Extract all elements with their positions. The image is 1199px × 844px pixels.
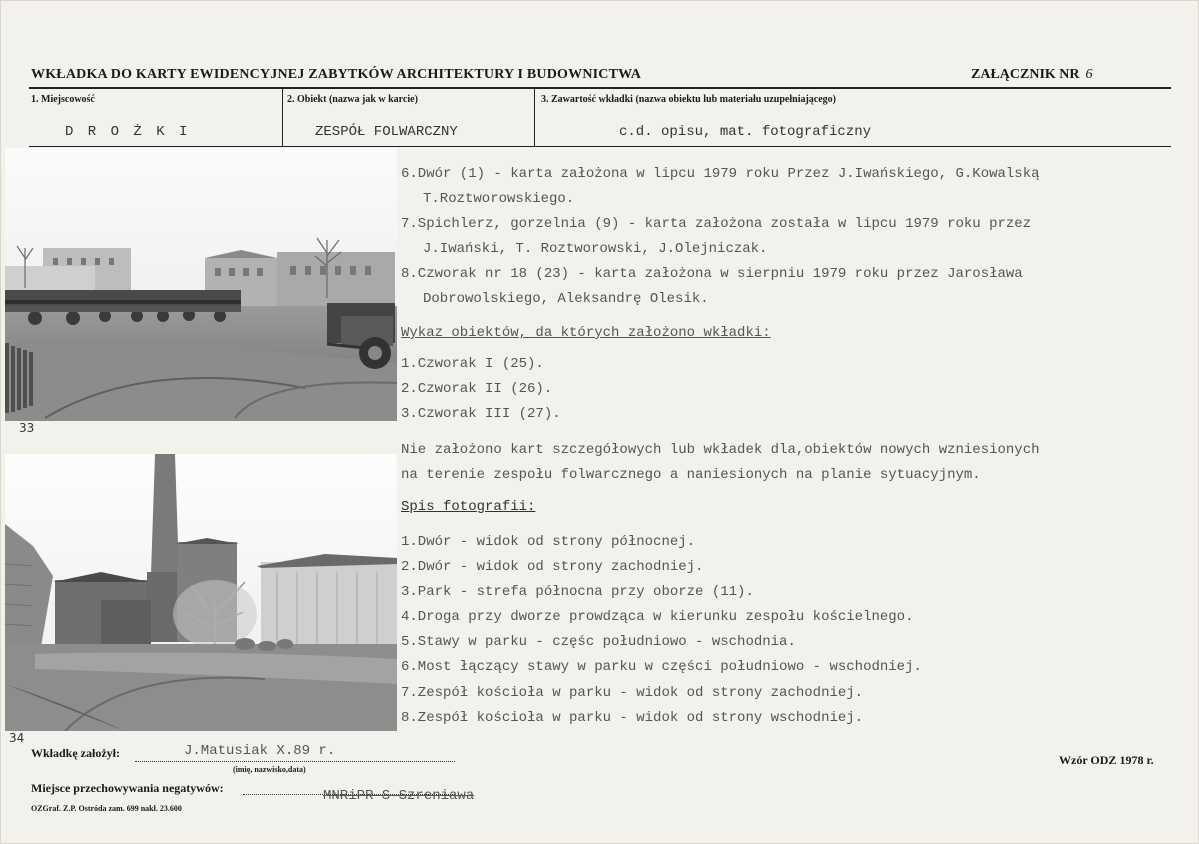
- field-label-contents: 3. Zawartość wkładki (nazwa obiektu lub materiału uzupełniającego): [541, 94, 837, 105]
- photo-farmyard-image: [5, 148, 397, 421]
- photo-list-item-4: 4.Droga przy dworze prowdząca w kierunku zespołu kościelnego.: [401, 609, 914, 625]
- photo-farmyard: [5, 148, 397, 421]
- header-rule-bottom: [29, 146, 1171, 147]
- list-item-2: 2.Czworak II (26).: [401, 381, 553, 397]
- field-value-object: ZESPÓŁ FOLWARCZNY: [315, 124, 458, 140]
- desc-line-1: 6.Dwór (1) - karta założona w lipcu 1979 roku Przez J.Iwańskiego, G.Kowalską: [401, 166, 1040, 182]
- print-info: OZGraf. Z.P. Ostróda zam. 699 nakł. 23.600: [31, 804, 182, 813]
- form-title: WKŁADKA DO KARTY EWIDENCYJNEJ ZABYTKÓW ARCHITEKTURY I BUDOWNICTWA: [31, 67, 642, 82]
- desc-line-2: T.Roztworowskiego.: [423, 191, 575, 207]
- author-label: Wkładkę założył:: [31, 746, 120, 760]
- field-value-contents: c.d. opisu, mat. fotograficzny: [619, 124, 872, 140]
- list-heading: Wykaz obiektów, da których założono wkładki:: [401, 325, 771, 341]
- photo-number-33: 33: [19, 421, 35, 435]
- field-label-object: 2. Obiekt (nazwa jak w karcie): [287, 94, 418, 105]
- author-value: J.Matusiak X.89 r.: [184, 743, 336, 759]
- author-caption: (imię, nazwisko,data): [233, 765, 306, 774]
- photo-list-item-1: 1.Dwór - widok od strony północnej.: [401, 534, 696, 550]
- desc-line-5: 8.Czworak nr 18 (23) - karta założona w sierpniu 1979 roku przez Jarosława: [401, 266, 1023, 282]
- list-item-1: 1.Czworak I (25).: [401, 356, 544, 372]
- desc-line-6: Dobrowolskiego, Aleksandrę Olesik.: [423, 291, 709, 307]
- photo-number-34: 34: [9, 731, 25, 745]
- photo-list-item-7: 7.Zespół kościoła w parku - widok od strony zachodniej.: [401, 685, 864, 701]
- photo-distillery: [5, 454, 397, 731]
- annex-number: 6: [1085, 67, 1093, 82]
- photo-distillery-image: [5, 454, 397, 731]
- photo-list-item-6: 6.Most łączący stawy w parku w części południowo - wschodniej.: [401, 659, 922, 675]
- header-divider-2: [534, 89, 535, 146]
- header-divider-1: [282, 89, 283, 146]
- list-item-3: 3.Czworak III (27).: [401, 406, 561, 422]
- annex-label-block: [971, 67, 1093, 83]
- field-label-locality: 1. Miejscowość: [31, 94, 95, 105]
- storage-label: Miejsce przechowywania negatywów:: [31, 781, 224, 795]
- desc-line-3: 7.Spichlerz, gorzelnia (9) - karta założona została w lipcu 1979 roku przez: [401, 216, 1032, 232]
- desc-line-4: J.Iwański, T. Roztworowski, J.Olejniczak.: [423, 241, 768, 257]
- photos-heading: Spis fotografii:: [401, 499, 536, 515]
- field-value-locality: D R O Ż K I: [65, 124, 191, 140]
- photo-list-item-8: 8.Zespół kościoła w parku - widok od strony wschodniej.: [401, 710, 864, 726]
- photo-list-item-3: 3.Park - strefa północna przy oborze (11).: [401, 584, 754, 600]
- author-dotted-line: [135, 761, 455, 762]
- photo-list-item-2: 2.Dwór - widok od strony zachodniej.: [401, 559, 704, 575]
- note-line-1: Nie założono kart szczegółowych lub wkładek dla,obiektów nowych wzniesionych: [401, 442, 1040, 458]
- form-model: Wzór ODZ 1978 r.: [1059, 753, 1154, 767]
- annex-label: ZAŁĄCZNIK NR: [971, 67, 1080, 82]
- photo-list-item-5: 5.Stawy w parku - częśc południowo - wschodnia.: [401, 634, 796, 650]
- storage-value: MNRiPR-S Szreniawa: [323, 788, 475, 804]
- header-rule-top: [29, 87, 1171, 89]
- note-line-2: na terenie zespołu folwarcznego a naniesionych na planie sytuacyjnym.: [401, 467, 981, 483]
